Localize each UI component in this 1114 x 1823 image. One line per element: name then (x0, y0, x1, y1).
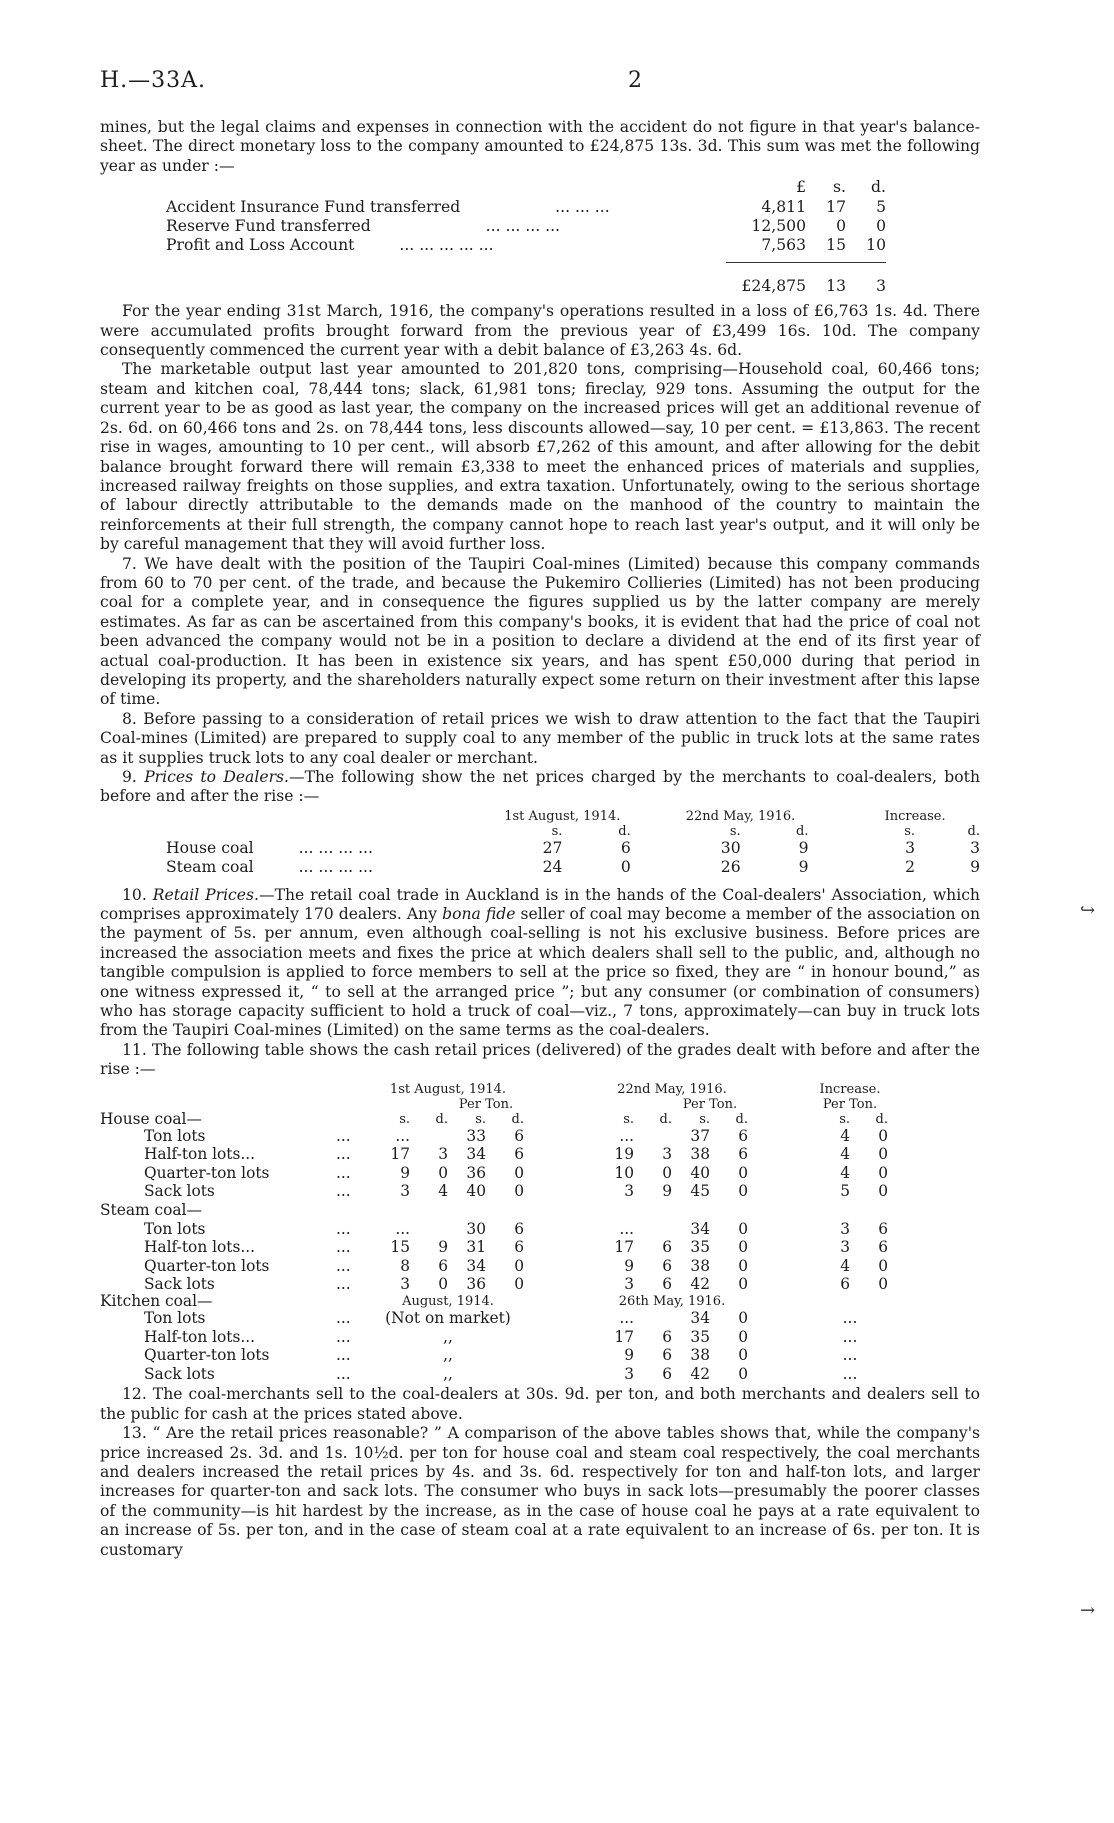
row-label: Half-ton lots... (144, 1145, 256, 1164)
shillings-header: s. (839, 1111, 850, 1127)
group-label: Kitchen coal— (100, 1292, 213, 1311)
cell: 9 (662, 1182, 672, 1201)
paragraph-12: 12. The coal-merchants sell to the coal-dealers at 30s. 9d. per ton, and both merchants and dealers sell to the public for cash at the prices stated above. (100, 1385, 980, 1423)
column-header: s. (833, 178, 846, 197)
cell: 33 (466, 1126, 486, 1145)
cell: 6 (620, 838, 631, 857)
dealer-prices-table (166, 809, 980, 878)
table-row (166, 217, 886, 236)
cell: 0 (878, 1145, 888, 1164)
paragraph-11: 11. The following table shows the cash retail prices (delivered) of the grades dealt with before and after the rise :— (100, 1040, 980, 1079)
row-label: Half-ton lots... (144, 1327, 256, 1346)
cell: 36 (466, 1163, 486, 1182)
table-header-row (100, 1082, 888, 1097)
shillings-cell: 17 (826, 197, 846, 216)
cell: 5 (840, 1182, 850, 1201)
cell: 9 (970, 858, 980, 877)
cell: 6 (840, 1275, 850, 1294)
table-row (166, 858, 980, 877)
cell: 6 (738, 1126, 748, 1145)
cell: 42 (690, 1364, 710, 1383)
cell: 3 (438, 1145, 448, 1164)
cell: 17 (614, 1327, 634, 1346)
cell (410, 1220, 448, 1239)
cell: 0 (662, 1163, 672, 1182)
column-header: 22nd May, 1916. (685, 808, 796, 824)
row-label: Sack lots (144, 1364, 215, 1383)
cell (634, 1220, 672, 1239)
cell: 0 (738, 1346, 748, 1365)
row-label: Quarter-ton lots (144, 1163, 270, 1182)
leader-dots: ... (336, 1256, 351, 1275)
paragraph-8: 8. Before passing to a consideration of retail prices we wish to draw attention to the fact that the Taupiri Coal-mines (Limited) are prepared to supply coal to any member of the public in truck lots at the same rates as it supplies truck lots to any coal dealer or merchant. (100, 709, 980, 767)
cell: 9 (624, 1346, 634, 1365)
cell: 34 (690, 1219, 710, 1238)
row-label: Quarter-ton lots (144, 1256, 270, 1275)
cell: 0 (620, 858, 631, 877)
cell: ... (619, 1126, 634, 1145)
cell: 30 (720, 838, 741, 857)
cell: 0 (738, 1163, 748, 1182)
cell: 27 (542, 838, 563, 857)
total-shillings: 13 (826, 276, 846, 295)
cell: 2 (905, 858, 915, 877)
leader-dots: ... ... ... ... (485, 217, 561, 236)
row-label: Half-ton lots... (144, 1238, 256, 1257)
shillings-header: s. (904, 823, 915, 839)
cell: 0 (878, 1126, 888, 1145)
row-label: Accident Insurance Fund transferred (166, 197, 461, 216)
pence-header: d. (967, 823, 980, 839)
shillings-header: s. (475, 1111, 486, 1127)
table-row (100, 1238, 888, 1257)
leader-dots: ... (336, 1126, 351, 1145)
table-row (166, 198, 886, 217)
cell: 31 (466, 1238, 486, 1257)
paragraph-number: 9. (122, 768, 137, 786)
cell: 24 (542, 858, 563, 877)
per-ton-header: Per Ton. (682, 1096, 738, 1112)
per-ton-header: Per Ton. (822, 1096, 878, 1112)
leader-dots: ... (336, 1238, 351, 1257)
table-row (166, 236, 886, 255)
cell: 6 (738, 1145, 748, 1164)
cell: 3 (624, 1364, 634, 1383)
page-header (100, 68, 980, 96)
cell: 45 (690, 1182, 710, 1201)
pence-header: d. (511, 1111, 524, 1127)
cell: 38 (690, 1145, 710, 1164)
page-number: 2 (628, 68, 642, 93)
cell: 9 (798, 838, 809, 857)
cell: 6 (662, 1327, 672, 1346)
table-row (100, 1309, 888, 1328)
group-label: House coal— (100, 1109, 202, 1128)
cell: 0 (438, 1275, 448, 1294)
table-row (100, 1346, 888, 1365)
cell: 35 (690, 1238, 710, 1257)
paragraph-13: 13. “ Are the retail prices reasonable? ” A comparison of the above tables shows that, while the company's price increased 2s. 3d. and 1s. 10½d. per ton for house coal and steam coal respectively, the coal merchants and dealers increased the retail prices by 4s. and 3s. 6d. respectively for ton and half-ton lots, and larger increases for quarter-ton and sack lots. The consumer who buys in sack lots—presumably the poorer classes of the community—is hit hardest by the increase, as in the case of house coal he pays at a rate equivalent to an increase of 5s. per ton, and in the case of steam coal at a rate equivalent to an increase of 6s. per ton. It is customary (100, 1424, 980, 1559)
cell (410, 1127, 448, 1146)
cell: 0 (514, 1182, 524, 1201)
cell: ... (395, 1126, 410, 1145)
paragraph-output: The marketable output last year amounted to 201,820 tons, comprising—Household coal, 60,466 tons; steam and kitchen coal, 78,444 tons; slack, 61,981 tons; fireclay, 929 tons. Assuming the output for the current year to be as good as last year, the company on the increased prices will get an additional revenue of 2s. 6d. on 60,466 tons and 2s. on 78,444 tons, less discounts allowed—say, 10 per cent. = £13,863. The recent rise in wages, amounting to 10 per cent., will absorb £7,262 of this amount, and after allowing for the debit balance brought forward there will remain £3,338 to meet the enhanced prices of materials and supplies, increased railway freights on those supplies, and extra taxation. Unfortunately, owing to the serious shortage of labour directly attributable to the demands made on the manhood of the country to maintain the reinforcements at their full strength, the company cannot hope to reach last year's output, and it will only be by careful management that they will avoid further loss. (100, 360, 980, 554)
cell: 34 (466, 1145, 486, 1164)
cell: 37 (690, 1126, 710, 1145)
cell (634, 1127, 672, 1146)
table-row (100, 1328, 888, 1347)
total-row (166, 263, 886, 296)
shillings-header: s. (699, 1111, 710, 1127)
cell: 3 (624, 1275, 634, 1294)
row-label: Quarter-ton lots (144, 1346, 270, 1365)
cell: 0 (738, 1182, 748, 1201)
cell: 3 (970, 838, 980, 857)
shillings-cell: 15 (826, 236, 846, 255)
column-header: 1st August, 1914. (389, 1081, 507, 1097)
cell: ... (842, 1346, 858, 1365)
column-header: 1st August, 1914. (504, 808, 621, 824)
row-label: House coal (166, 838, 254, 857)
cell: 0 (738, 1256, 748, 1275)
cell: 6 (514, 1238, 524, 1257)
cell: 40 (466, 1182, 486, 1201)
cell: ... (619, 1219, 634, 1238)
row-label: Profit and Loss Account (166, 236, 355, 255)
cell: 36 (466, 1275, 486, 1294)
column-header: August, 1914. (402, 1294, 494, 1310)
document-code: H.—33A. (100, 68, 207, 93)
cell: 0 (738, 1238, 748, 1257)
table-header-row (166, 809, 980, 824)
table-subheader-row (166, 824, 980, 839)
cell: 19 (614, 1145, 634, 1164)
italic-phrase: bona fide (442, 905, 516, 924)
table-row (100, 1220, 888, 1239)
shillings-header: s. (551, 823, 563, 839)
cell: 0 (878, 1182, 888, 1201)
cell: 4 (840, 1145, 850, 1164)
margin-arrow-icon: → (1080, 1600, 1096, 1621)
cell: 6 (662, 1256, 672, 1275)
pence-header: d. (659, 1111, 672, 1127)
cell: ... (842, 1309, 858, 1328)
leader-dots: ... (336, 1163, 351, 1182)
cell: 0 (514, 1163, 524, 1182)
cell: 6 (662, 1346, 672, 1365)
document-body (100, 118, 980, 1560)
group-label: Steam coal— (100, 1201, 202, 1220)
leader-dots: ... (336, 1145, 351, 1164)
cell: 3 (905, 838, 915, 857)
cell: 6 (514, 1145, 524, 1164)
pence-cell: 0 (876, 217, 886, 236)
leader-dots: ... ... ... ... (298, 838, 373, 857)
row-label: Ton lots (144, 1126, 206, 1145)
cell: 0 (878, 1275, 888, 1294)
leader-dots: ... (336, 1275, 351, 1294)
ditto-cell: ,, (443, 1364, 453, 1383)
paragraph-text: seller of coal may become a member of the association on the payment of 5s. per annum, even although coal-selling is not his exclusive business. Before prices are increased the association meets and fixes the price at which dealers shall sell to the public, and, although no tangible compulsion is applied to force members to sell at the price so fixed, they are “ in honour bound,” as one witness expressed it, “ to sell at the arranged price ”; but any consumer (or combination of consumers) who has storage capacity sufficient to hold a truck of coal—viz., 7 tons, approximately—can buy in truck lots from the Taupiri Coal-mines (Limited) on the same terms as the coal-dealers. (100, 905, 981, 1040)
cell: 38 (690, 1346, 710, 1365)
pence-cell: 10 (866, 236, 886, 255)
cell: 6 (514, 1126, 524, 1145)
pounds-cell: 4,811 (761, 197, 806, 216)
cell: 0 (738, 1219, 748, 1238)
group-row (100, 1294, 888, 1309)
row-label: Reserve Fund transferred (166, 217, 371, 236)
column-header: 22nd May, 1916. (617, 1081, 727, 1097)
cell: 0 (738, 1309, 748, 1328)
cell: 4 (840, 1163, 850, 1182)
column-header: Increase. (884, 808, 946, 824)
column-header: £ (796, 178, 806, 197)
retail-prices-table (100, 1082, 888, 1384)
cell: 38 (690, 1256, 710, 1275)
paragraph-1916: For the year ending 31st March, 1916, the company's operations resulted in a loss of £6,763 1s. 4d. There were accumulated profits brought forward from the previous year of £3,499 16s. 10d. The company consequently commenced the current year with a debit balance of £3,263 4s. 6d. (100, 302, 980, 360)
table-row (100, 1164, 888, 1183)
total-pounds: £24,875 (741, 276, 806, 295)
table-row (100, 1182, 888, 1201)
cell: 6 (878, 1238, 888, 1257)
group-row (100, 1201, 888, 1220)
cell (634, 1309, 672, 1328)
paragraph-text: —The retail coal trade in Auckland is in the hands of the Coal-dealers' Association, which comprises approximately 170 dealers. Any (100, 885, 980, 924)
paragraph-intro: mines, but the legal claims and expenses in connection with the accident do not figure in that year's balance-sheet. The direct monetary loss to the company amounted to £24,875 13s. 3d. This sum was met the following year as under :— (100, 118, 980, 175)
cell: 17 (390, 1145, 410, 1164)
paragraph-text: —The following show the net prices charged by the merchants to coal-dealers, both before and after the rise :— (100, 768, 980, 806)
per-ton-header: Per Ton. (458, 1096, 514, 1112)
cell: 10 (614, 1163, 634, 1182)
paragraph-7: 7. We have dealt with the position of the Taupiri Coal-mines (Limited) because this company commands from 60 to 70 per cent. of the trade, and because the Pukemiro Collieries (Limited) has not been producing coal for a complete year, and in consequence the figures supplied us by the latter company are merely estimates. As far as can be ascertained from this company's books, it is evident that had the price of coal not been advanced the company would not be in a position to declare a dividend at the end of its first year of actual coal-production. It has been in existence six years, and has spent £50,000 during that period in developing its property, and the shareholders naturally expect some return on their investment after this lapse of time. (100, 554, 980, 709)
pounds-cell: 12,500 (751, 217, 806, 236)
cell: 3 (624, 1182, 634, 1201)
table-row (100, 1127, 888, 1146)
leader-dots: ... (336, 1364, 351, 1383)
cell: 4 (840, 1126, 850, 1145)
leader-dots: ... (336, 1182, 351, 1201)
cell: 0 (514, 1256, 524, 1275)
paragraph-number: 10. (122, 885, 147, 904)
cell: 6 (662, 1238, 672, 1257)
leader-dots: ... (336, 1219, 351, 1238)
table-row (100, 1257, 888, 1276)
cell: 9 (400, 1163, 410, 1182)
cell: 0 (878, 1256, 888, 1275)
cell: ... (842, 1327, 858, 1346)
cell: 0 (738, 1364, 748, 1383)
cell: 6 (438, 1256, 448, 1275)
cell: 6 (662, 1364, 672, 1383)
cell: 8 (400, 1256, 410, 1275)
cell: 40 (690, 1163, 710, 1182)
leader-dots: ... ... ... (555, 197, 610, 216)
row-label: Sack lots (144, 1182, 215, 1201)
cell: 4 (438, 1182, 448, 1201)
cell: 3 (662, 1145, 672, 1164)
cell: 42 (690, 1275, 710, 1294)
leader-dots: ... (336, 1327, 351, 1346)
ditto-cell: ,, (443, 1346, 453, 1365)
column-header: 26th May, 1916. (618, 1294, 726, 1310)
cell: 9 (798, 858, 809, 877)
cell: ... (395, 1219, 410, 1238)
cell: 26 (720, 858, 741, 877)
table-row (100, 1145, 888, 1164)
shillings-header: s. (729, 823, 741, 839)
cell: 0 (514, 1275, 524, 1294)
pence-header: d. (735, 1111, 748, 1127)
column-header: Increase. (819, 1081, 881, 1097)
total-pence: 3 (876, 276, 886, 295)
cell: 35 (690, 1327, 710, 1346)
cell: 15 (390, 1238, 410, 1257)
leader-dots: ... (336, 1346, 351, 1365)
pence-header: d. (618, 823, 631, 839)
cell: 6 (662, 1275, 672, 1294)
table-rule-row (166, 256, 886, 263)
table-subheader-row (100, 1112, 888, 1127)
pence-cell: 5 (876, 197, 886, 216)
not-on-market-cell: (Not on market) (385, 1309, 511, 1328)
cell: 34 (466, 1256, 486, 1275)
cell: 0 (438, 1163, 448, 1182)
cell: 30 (466, 1219, 486, 1238)
cell: 3 (840, 1238, 850, 1257)
column-header: d. (871, 178, 886, 197)
cell: 6 (878, 1219, 888, 1238)
table-row (166, 839, 980, 858)
shillings-header: s. (623, 1111, 634, 1127)
cell: 3 (840, 1219, 850, 1238)
cell: 34 (690, 1309, 710, 1328)
cell: 6 (514, 1219, 524, 1238)
cell: 9 (624, 1256, 634, 1275)
shillings-cell: 0 (836, 217, 846, 236)
leader-dots: ... (336, 1309, 351, 1328)
pounds-cell: 7,563 (761, 236, 806, 255)
margin-arrow-icon: ↪ (1080, 900, 1096, 921)
table-header-row (100, 1097, 888, 1112)
row-label: Sack lots (144, 1275, 215, 1294)
row-label: Ton lots (144, 1219, 206, 1238)
loss-table-header (166, 178, 886, 197)
cell: 0 (878, 1163, 888, 1182)
row-label: Ton lots (144, 1309, 206, 1328)
table-row (100, 1275, 888, 1294)
cell: ... (619, 1309, 634, 1328)
table-row (100, 1365, 888, 1384)
pence-header: d. (875, 1111, 888, 1127)
cell: 9 (438, 1238, 448, 1257)
cell: 0 (738, 1275, 748, 1294)
paragraph-9 (100, 768, 980, 807)
cell: 4 (840, 1256, 850, 1275)
cell: ... (842, 1364, 858, 1383)
ditto-cell: ,, (443, 1327, 453, 1346)
pence-header: d. (796, 823, 809, 839)
cell: 3 (400, 1182, 410, 1201)
paragraph-heading: Prices to Dealers. (144, 768, 289, 786)
accident-loss-table (166, 178, 886, 296)
leader-dots: ... ... ... ... ... (399, 236, 494, 255)
paragraph-heading: Retail Prices. (152, 885, 259, 904)
cell: 3 (400, 1275, 410, 1294)
shillings-header: s. (399, 1111, 410, 1127)
paragraph-10 (100, 886, 980, 1041)
cell: 0 (738, 1327, 748, 1346)
row-label: Steam coal (166, 858, 254, 877)
pence-header: d. (435, 1111, 448, 1127)
leader-dots: ... ... ... ... (298, 858, 373, 877)
cell: 17 (614, 1238, 634, 1257)
